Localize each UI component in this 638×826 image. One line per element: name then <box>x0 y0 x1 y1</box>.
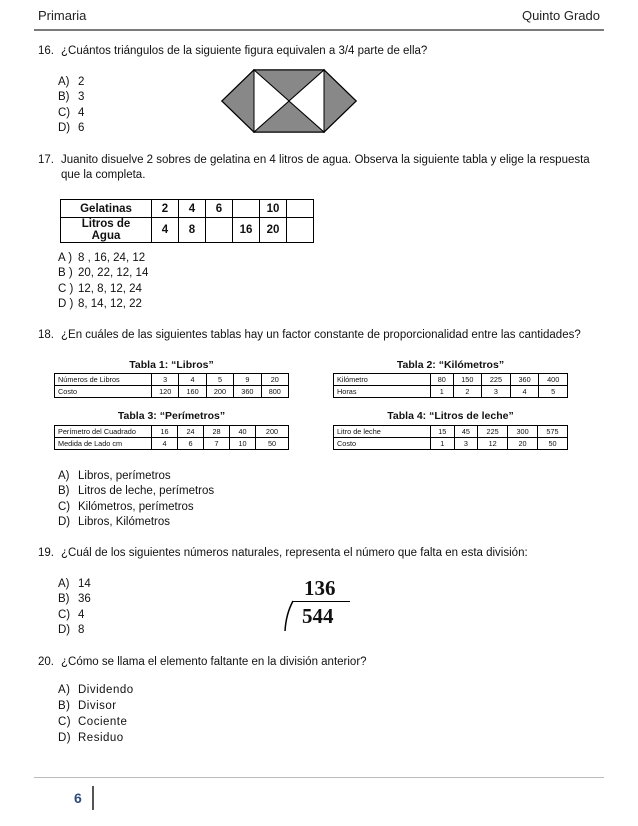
table-row: Perímetro del Cuadrado 16 24 28 40 200 <box>55 426 289 438</box>
question-20 <box>38 655 367 670</box>
option-b: B) 3 <box>58 91 85 104</box>
question-18 <box>38 328 581 343</box>
option-d: D) Residuo <box>58 732 124 744</box>
header-left: Primaria <box>38 8 87 23</box>
table-row: Costo 1 3 12 20 50 <box>334 438 568 450</box>
question-text: ¿En cuáles de las siguientes tablas hay un factor constante de proporcionalidad entre las cantidades? <box>61 329 581 341</box>
header-right: Quinto Grado <box>521 8 600 23</box>
question-text: ¿Cuál de los siguientes números naturales, representa el número que falta en esta división: <box>61 547 528 559</box>
question-text-cont: que la completa. <box>61 169 146 181</box>
option-c: C) 4 <box>58 608 85 621</box>
page-header <box>38 8 600 28</box>
division-bracket <box>282 576 362 632</box>
option-b: B) Litros de leche, perímetros <box>58 485 215 498</box>
table-4 <box>333 425 568 450</box>
table-row: Litro de leche 15 45 225 300 575 <box>334 426 568 438</box>
division-line <box>292 601 350 602</box>
table-row: Gelatinas 2 4 6 10 <box>61 200 314 218</box>
option-c: C ) 12, 8, 12, 24 <box>58 282 142 295</box>
table-3 <box>54 425 289 450</box>
question-19 <box>38 546 528 561</box>
table-4-title: Tabla 4: “Litros de leche” <box>387 410 514 422</box>
question-number: 16. <box>38 45 54 57</box>
table-row: Horas 1 2 3 4 5 <box>334 386 568 398</box>
table-row: Kilómetro 80 150 225 360 400 <box>334 374 568 386</box>
option-c: C) Cociente <box>58 716 128 728</box>
option-c: C) Kilómetros, perímetros <box>58 500 194 513</box>
option-a: A) Dividendo <box>58 684 134 696</box>
option-a: A) 2 <box>58 76 85 88</box>
option-d: D ) 8, 14, 12, 22 <box>58 297 142 310</box>
table-3-title: Tabla 3: “Perímetros” <box>117 410 226 422</box>
q16-options <box>58 75 84 136</box>
q17-options <box>58 251 148 312</box>
option-b: B) Divisor <box>58 700 117 712</box>
question-text: ¿Cuántos triángulos de la siguiente figura equivalen a 3/4 parte de ella? <box>61 45 428 57</box>
question-number: 20. <box>38 656 54 668</box>
division-dividend: 544 <box>302 604 334 628</box>
gelatina-table <box>60 199 314 243</box>
table-row: Números de Libros 3 4 5 9 20 <box>55 374 289 386</box>
table-1-title: Tabla 1: “Libros” <box>129 359 214 371</box>
table-row: Medida de Lado cm 4 6 7 10 50 <box>55 438 289 450</box>
question-17 <box>38 153 603 183</box>
table-2-title: Tabla 2: “Kilómetros” <box>396 359 505 371</box>
question-text: ¿Cómo se llama el elemento faltante en la división anterior? <box>61 656 367 668</box>
question-text: Juanito disuelve 2 sobres de gelatina en 4 litros de agua. Observa la siguiente tabla y elige la respuesta <box>61 154 590 166</box>
table-row: Costo 120 160 200 360 800 <box>55 386 289 398</box>
division-quotient: 136 <box>304 576 336 600</box>
question-number: 18. <box>38 329 54 341</box>
table-1 <box>54 373 289 398</box>
question-16 <box>38 44 427 59</box>
option-b: B ) 20, 22, 12, 14 <box>58 267 149 280</box>
option-c: C) 4 <box>58 106 85 119</box>
option-d: D) Libros, Kilómetros <box>58 515 171 528</box>
header-divider <box>34 29 604 31</box>
table-2 <box>333 373 568 398</box>
q20-options <box>58 682 134 746</box>
footer-divider <box>34 777 604 778</box>
option-a: A) Libros, perímetros <box>58 470 171 482</box>
page-number: 6 <box>74 790 82 806</box>
triangle-figure <box>218 68 360 134</box>
question-number: 19. <box>38 547 54 559</box>
q19-options <box>58 577 91 638</box>
option-b: B) 36 <box>58 593 91 606</box>
q18-options <box>58 469 214 530</box>
question-number: 17. <box>38 154 54 166</box>
page-number-bar <box>92 786 94 810</box>
division-bracket-curve <box>282 600 294 632</box>
option-a: A) 14 <box>58 578 91 590</box>
option-a: A ) 8 , 16, 24, 12 <box>58 252 146 264</box>
table-row: Litros de Agua 4 8 16 20 <box>61 218 314 243</box>
option-d: D) 8 <box>58 623 85 636</box>
option-d: D) 6 <box>58 121 85 134</box>
